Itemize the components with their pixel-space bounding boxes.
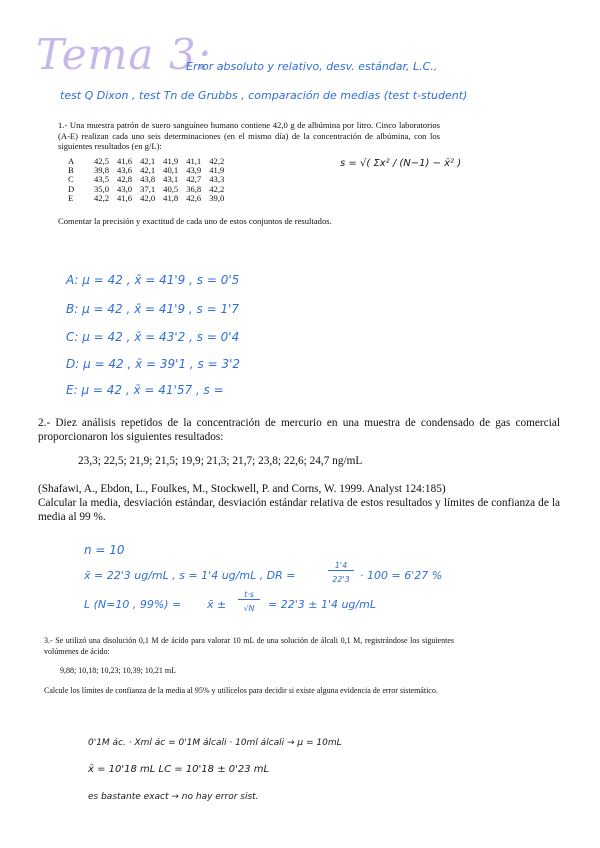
table-cell: 41,6 (117, 193, 133, 204)
answer-2-limits-result: = 22'3 ± 1'4 ug/mL (268, 598, 376, 611)
table-cell: 39,8 (94, 164, 110, 175)
lab-label: A (68, 155, 75, 166)
answer-1-b: B: μ = 42 , x̄ = 41'9 , s = 1'7 (66, 302, 240, 316)
dr-denominator: 22'3 (332, 575, 350, 584)
problem-2-panel (38, 416, 560, 524)
problem-1-statement: 1.- Una muestra patrón de suero sanguíneo humano contiene 42,0 g de albúmina por litro. Cinco laboratorios (A-E) realizan cada uno seis determinaciones (en el mismo día) de la concentración de albúmina, con los siguientes resultados (en g/L): (58, 120, 440, 151)
answer-3-line-3: es bastante exact → no hay error sist. (88, 792, 259, 802)
table-cell: 42,8 (117, 174, 133, 185)
table-cell: 42,2 (209, 183, 225, 194)
std-dev-formula: s = √( Σx² / (N−1) − x̄² ) (340, 158, 462, 169)
table-cell: 42,1 (140, 164, 156, 175)
problem-1-panel (58, 120, 440, 248)
table-cell: 41,6 (117, 155, 133, 166)
problem-2-question: Calcular la media, desviación estándar, desviación estándar relativa de estos resultados y límites de confianza de la media al 99 %. (38, 497, 560, 523)
problem-1-question: Comentar la precisión y exactitud de cada uno de estos conjuntos de resultados. (58, 215, 332, 226)
table-cell: 37,1 (140, 183, 156, 194)
problem-3-statement: 3.- Se utilizó una disolución 0,1 M de ácido para valorar 10 mL de una solución de álcali 0,1 M, registrándose los siguientes volúmenes de ácido: (44, 636, 454, 656)
problem-2-reference: (Shafawi, A., Ebdon, L., Foulkes, M., Stockwell, P. and Corns, W. 1999. Analyst 124:185) (38, 483, 446, 495)
page-title: Tema 3: (36, 30, 212, 79)
table-cell: 42,5 (94, 155, 110, 166)
table-cell: 43,9 (186, 164, 202, 175)
table-cell: 42,1 (140, 155, 156, 166)
table-cell: 43,5 (94, 174, 110, 185)
table-cell: 41,9 (209, 164, 225, 175)
ts-numerator: t·s (238, 590, 260, 600)
table-cell: 43,3 (209, 174, 225, 185)
table-cell: 41,1 (186, 155, 202, 166)
dr-result: · 100 = 6'27 % (360, 569, 443, 582)
subtitle-line-1: Error absoluto y relativo, desv. estándar, L.C., (186, 60, 438, 73)
table-cell: 42,2 (209, 155, 225, 166)
lab-label: E (68, 193, 74, 204)
lab-label: D (68, 183, 75, 194)
table-cell: 40,5 (163, 183, 179, 194)
table-cell: 42,2 (94, 193, 110, 204)
lab-label: C (68, 174, 74, 185)
table-cell: 43,6 (117, 164, 133, 175)
problem-2-statement: 2.- Diez análisis repetidos de la concentración de mercurio en una muestra de condensado de gas comercial proporcionaron los siguientes resultados: (38, 417, 560, 443)
problem-3-question: Calcule los límites de confianza de la media al 95% y utilícelos para decidir si existe alguna evidencia de error sistemático. (44, 685, 438, 695)
answer-2-limits-label: L (N=10 , 99%) = (84, 598, 182, 611)
answer-1-e: E: μ = 42 , x̄ = 41'57 , s = (66, 383, 224, 397)
table-row (68, 194, 232, 203)
table-cell: 39,0 (209, 193, 225, 204)
table-cell: 42,7 (186, 174, 202, 185)
answer-3-line-2: x̄ = 10'18 mL LC = 10'18 ± 0'23 mL (88, 764, 270, 775)
table-cell: 43,0 (117, 183, 133, 194)
problem-3-data: 9,88; 10,18; 10,23; 10,39; 10,21 mL (60, 666, 176, 675)
table-cell: 42,0 (140, 193, 156, 204)
dr-numerator: 1'4 (328, 561, 354, 571)
problem-2-data: 23,3; 22,5; 21,9; 21,5; 19,9; 21,3; 21,7; 23,8; 22,6; 24,7 ng/mL (78, 455, 363, 467)
problem-3-panel (44, 636, 454, 696)
lab-label: B (68, 164, 74, 175)
answer-1-c: C: μ = 42 , x̄ = 43'2 , s = 0'4 (66, 330, 240, 344)
table-cell: 35,0 (94, 183, 110, 194)
table-cell: 43,8 (140, 174, 156, 185)
table-cell: 36,8 (186, 183, 202, 194)
answer-2-mean-sd: x̄ = 22'3 ug/mL , s = 1'4 ug/mL , DR = (84, 569, 296, 582)
table-cell: 42,6 (186, 193, 202, 204)
table-cell: 40,1 (163, 164, 179, 175)
answer-1-a: A: μ = 42 , x̄ = 41'9 , s = 0'5 (66, 273, 240, 287)
table-cell: 41,9 (163, 155, 179, 166)
problem-1-data-table (68, 157, 232, 204)
subtitle-line-2: test Q Dixon , test Tn de Grubbs , comparación de medias (test t-student) (60, 89, 468, 102)
answer-3-line-1: 0'1M ác. · Xml ác = 0'1M álcali · 10ml álcali → μ = 10mL (88, 738, 342, 748)
answer-1-d: D: μ = 42 , x̄ = 39'1 , s = 3'2 (66, 357, 241, 371)
table-cell: 43,1 (163, 174, 179, 185)
answer-2-n: n = 10 (84, 543, 125, 557)
table-cell: 41,8 (163, 193, 179, 204)
answer-2-mean-pm: x̄ ± (207, 598, 227, 611)
ts-denominator: √N (243, 604, 255, 613)
